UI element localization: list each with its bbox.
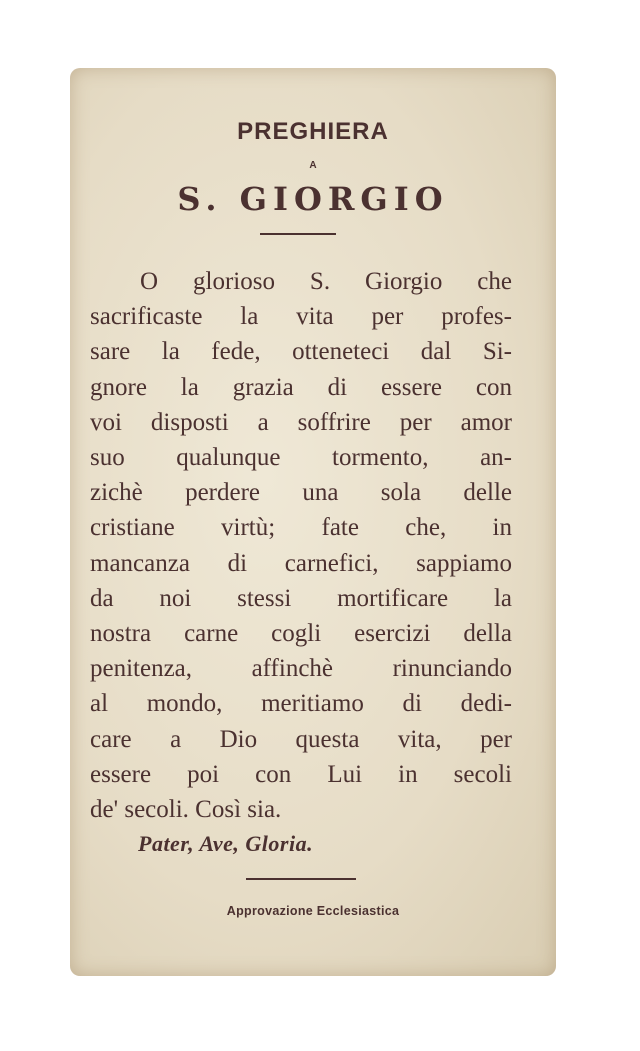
divider	[260, 233, 336, 235]
title-to: A	[309, 160, 317, 171]
closing-prayers: Pater, Ave, Gloria.	[138, 831, 314, 856]
prayer-line: cristiane virtù; fate che, in	[90, 514, 512, 542]
ecclesiastical-approval: Approvazione Ecclesiastica	[226, 904, 400, 918]
prayer-line: O glorioso S. Giorgio che	[140, 268, 512, 295]
prayer-card	[70, 68, 556, 976]
divider	[246, 878, 356, 880]
prayer-line: voi disposti a soffrire per amor	[90, 408, 512, 436]
prayer-line: zichè perdere una sola delle	[90, 479, 512, 507]
prayer-line: sare la fede, otteneteci dal Si-	[90, 338, 512, 366]
prayer-line: de' secoli. Così sia.	[90, 796, 282, 824]
prayer-text	[90, 264, 512, 827]
prayer-line: mancanza di carnefici, sappiamo	[90, 549, 512, 577]
prayer-line: care a Dio questa vita, per	[90, 725, 512, 753]
prayer-line: sacrificaste la vita per profes-	[90, 303, 512, 331]
prayer-line: penitenza, affinchè rinunciando	[90, 655, 512, 683]
prayer-line: gnore la grazia di essere con	[90, 373, 512, 401]
title-prayer: PREGHIERA	[237, 118, 389, 145]
prayer-line: suo qualunque tormento, an-	[90, 444, 512, 472]
prayer-line: da noi stessi mortificare la	[90, 584, 512, 612]
title-saint: S. GIORGIO	[177, 180, 449, 218]
prayer-line: essere poi con Lui in secoli	[90, 760, 512, 788]
prayer-line: nostra carne cogli esercizi della	[90, 620, 512, 648]
prayer-line: al mondo, meritiamo di dedi-	[90, 690, 512, 718]
